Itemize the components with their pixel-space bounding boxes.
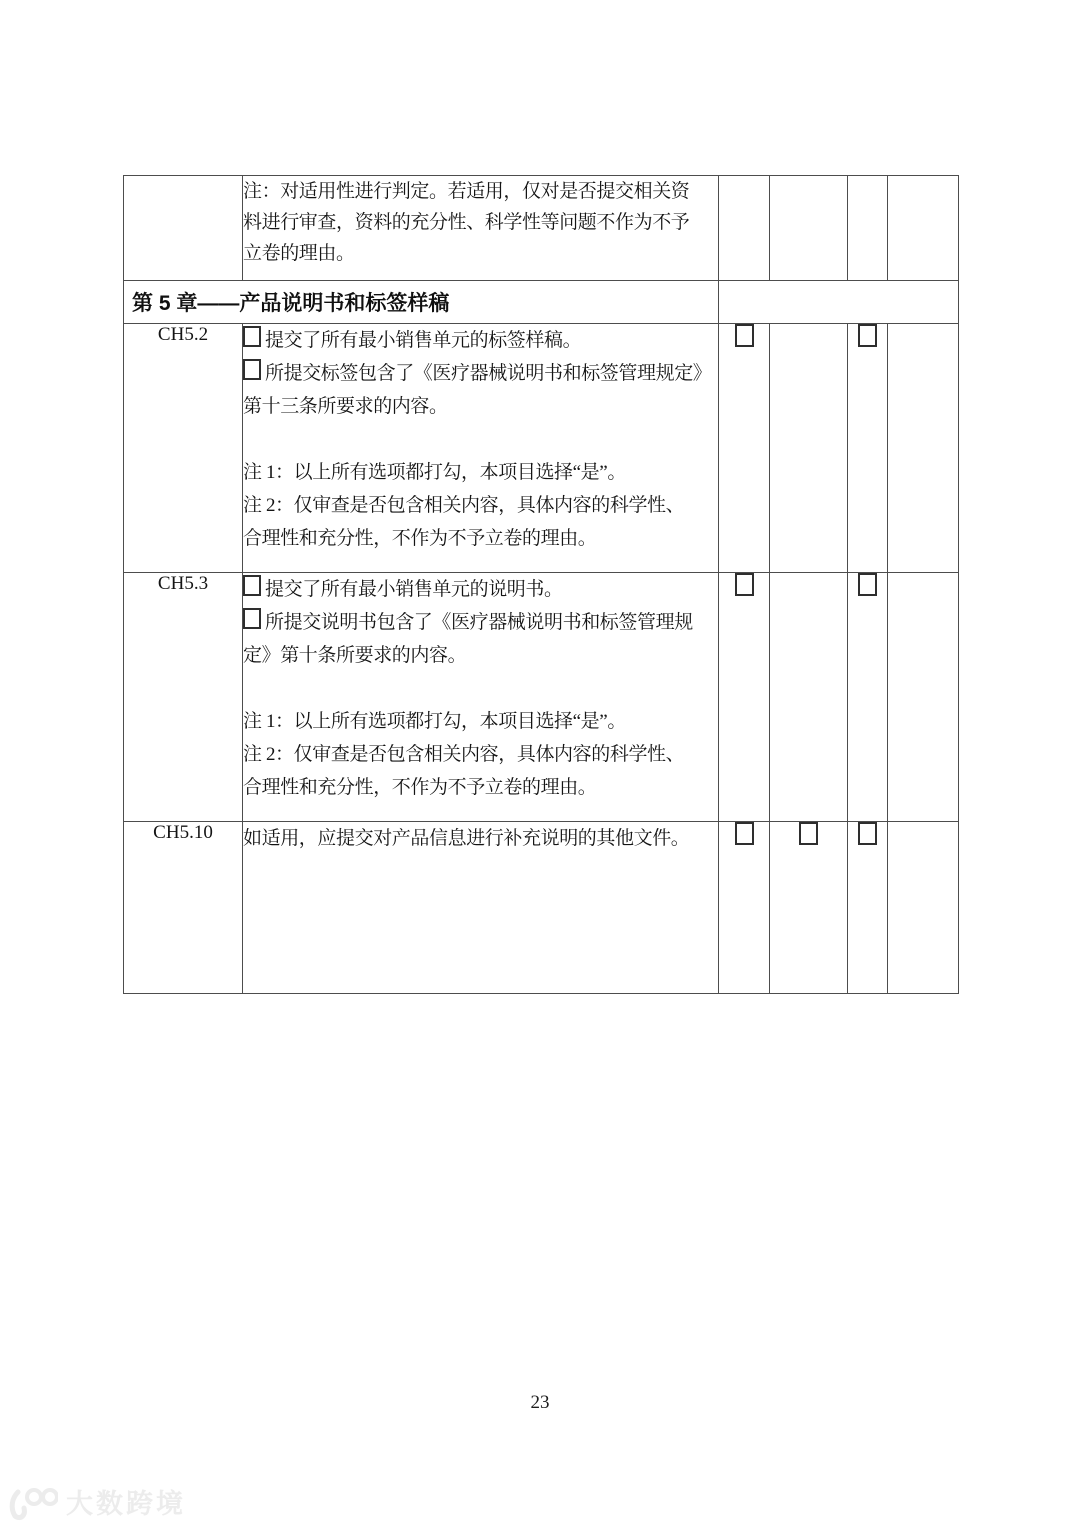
item-code: CH5.2 [124,324,243,573]
watermark-logo-icon [8,1484,58,1522]
requirement-cell [243,324,719,573]
requirement-cell [243,573,719,822]
note-line: 注 2：仅审查是否包含相关内容，具体内容的科学性、 [243,744,685,765]
result-cell [888,176,959,281]
result-cell [770,573,848,822]
checklist-table [123,175,959,994]
result-cell [770,176,848,281]
section-title: 第 5 章——产品说明书和标签样稿 [132,292,450,315]
blank-line [243,423,718,456]
empty-checkbox-icon [858,573,877,596]
note-line: 注：对适用性进行判定。若适用，仅对是否提交相关资 [243,181,690,202]
result-cell [770,324,848,573]
result-cell [848,573,888,822]
item-code: CH5.3 [124,573,243,822]
item-code-cell [124,176,243,281]
watermark [8,1484,186,1522]
empty-checkbox-icon [858,822,877,845]
result-cell [770,822,848,994]
empty-checkbox-icon [243,326,261,347]
empty-checkbox-icon [243,575,261,596]
item-code: CH5.10 [124,822,243,994]
result-cell [719,822,770,994]
note-line: 立卷的理由。 [243,243,355,264]
note-line: 料进行审查，资料的充分性、科学性等问题不作为不予 [243,212,690,233]
result-cell [848,324,888,573]
checklist-item-continuation: 定》第十条所要求的内容。 [243,645,467,666]
result-cell [888,573,959,822]
section-title-cell [124,281,719,324]
checklist-item-continuation: 第十三条所要求的内容。 [243,396,448,417]
section-empty-cell [719,281,959,324]
table-row [124,176,959,281]
note-line: 注 1：以上所有选项都打勾，本项目选择“是”。 [243,711,626,732]
checklist-item: 提交了所有最小销售单元的说明书。 [243,573,718,606]
empty-checkbox-icon [243,359,261,380]
result-cell [888,324,959,573]
table-row-ch5-3 [124,573,959,822]
result-cell [719,324,770,573]
result-cell [888,822,959,994]
blank-line [243,672,718,705]
requirement-text: 如适用，应提交对产品信息进行补充说明的其他文件。 [243,828,690,849]
empty-checkbox-icon [243,608,261,629]
section-header-row [124,281,959,324]
watermark-brand: 大数跨境 [66,1489,186,1519]
result-cell [719,176,770,281]
note-line: 注 2：仅审查是否包含相关内容，具体内容的科学性、 [243,495,685,516]
note-line: 注 1：以上所有选项都打勾，本项目选择“是”。 [243,462,626,483]
result-cell [848,176,888,281]
page-number: 23 [530,1392,550,1413]
result-cell [848,822,888,994]
empty-checkbox-icon [735,324,754,347]
note-line: 合理性和充分性，不作为不予立卷的理由。 [243,777,597,798]
empty-checkbox-icon [799,822,818,845]
requirement-cell [243,822,719,994]
note-line: 合理性和充分性，不作为不予立卷的理由。 [243,528,597,549]
table-row-ch5-10 [124,822,959,994]
note-cell [243,176,719,281]
table-row-ch5-2 [124,324,959,573]
checklist-item: 所提交标签包含了《医疗器械说明书和标签管理规定》 [243,357,718,390]
empty-checkbox-icon [735,573,754,596]
empty-checkbox-icon [735,822,754,845]
empty-checkbox-icon [858,324,877,347]
checklist-item: 提交了所有最小销售单元的标签样稿。 [243,324,718,357]
checklist-item: 所提交说明书包含了《医疗器械说明书和标签管理规 [243,606,718,639]
result-cell [719,573,770,822]
